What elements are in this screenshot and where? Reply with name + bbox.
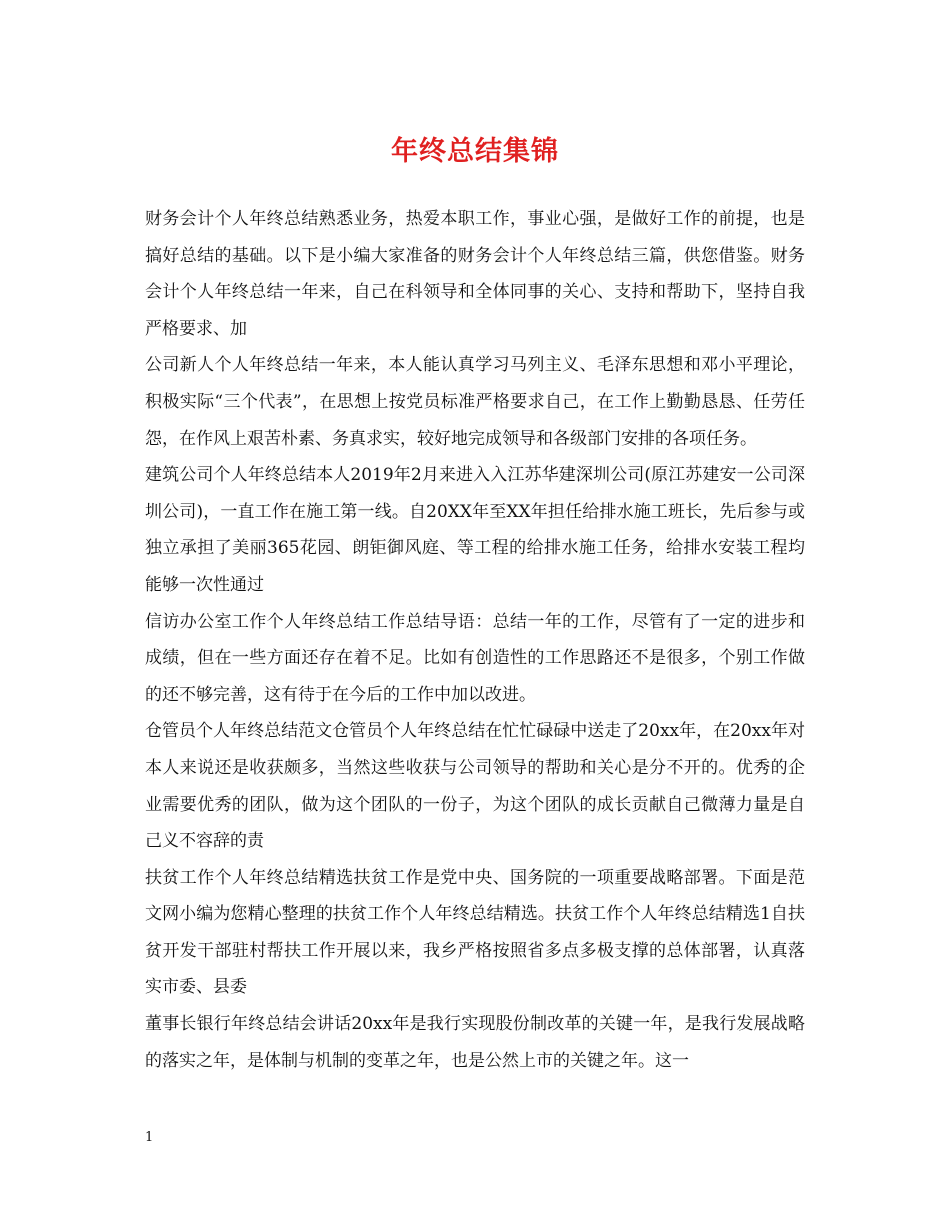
- paragraph-petition-office: 信访办公室工作个人年终总结工作总结导语：总结一年的工作，尽管有了一定的进步和成绩，但在一些方面还存在着不足。比如有创造性的工作思路还不是很多，个别工作做的还不够完善，这有待于在今后的工作中加以改进。: [145, 611, 805, 705]
- paragraph-bank-chairman: 董事长银行年终总结会讲话20xx年是我行实现股份制改革的关键一年，是我行发展战略的落实之年，是体制与机制的变革之年，也是公然上市的关键之年。这一: [145, 1014, 805, 1071]
- paragraph-construction-company: 建筑公司个人年终总结本人2019年2月来进入入江苏华建深圳公司(原江苏建安一公司深圳公司)，一直工作在施工第一线。自20XX年至XX年担任给排水施工班长，先后参与或独立承担了美丽365花园、朗钜御风庭、等工程的给排水施工任务，给排水安装工程均能够一次性通过: [145, 465, 805, 595]
- document-body: [145, 201, 805, 1079]
- paragraph-finance-accounting: 财务会计个人年终总结熟悉业务，热爱本职工作，事业心强，是做好工作的前提，也是搞好总结的基础。以下是小编大家准备的财务会计个人年终总结三篇，供您借鉴。财务会计个人年终总结一年来，自己在科领导和全体同事的关心、支持和帮助下，坚持自我严格要求、加: [145, 209, 805, 339]
- paragraph-new-employee: 公司新人个人年终总结一年来，本人能认真学习马列主义、毛泽东思想和邓小平理论，积极实际“三个代表”，在思想上按党员标准严格要求自己，在工作上勤勤恳恳、任劳任怨，在作风上艰苦朴素、务真求实，较好地完成领导和各级部门安排的各项任务。: [145, 355, 805, 449]
- paragraph-warehouse-keeper: 仓管员个人年终总结范文仓管员个人年终总结在忙忙碌碌中送走了20xx年，在20xx年对本人来说还是收获颇多，当然这些收获与公司领导的帮助和关心是分不开的。优秀的企业需要优秀的团队，做为这个团队的一份子，为这个团队的成长贡献自己微薄力量是自己义不容辞的责: [145, 721, 805, 852]
- page-number: 1: [145, 1130, 154, 1145]
- page-title: 年终总结集锦: [391, 136, 559, 167]
- paragraph-poverty-alleviation: 扶贫工作个人年终总结精选扶贫工作是党中央、国务院的一项重要战略部署。下面是范文网小编为您精心整理的扶贫工作个人年终总结精选。扶贫工作个人年终总结精选1自扶贫开发干部驻村帮扶工作开展以来，我乡严格按照省多点多极支撑的总体部署，认真落实市委、县委: [145, 867, 805, 998]
